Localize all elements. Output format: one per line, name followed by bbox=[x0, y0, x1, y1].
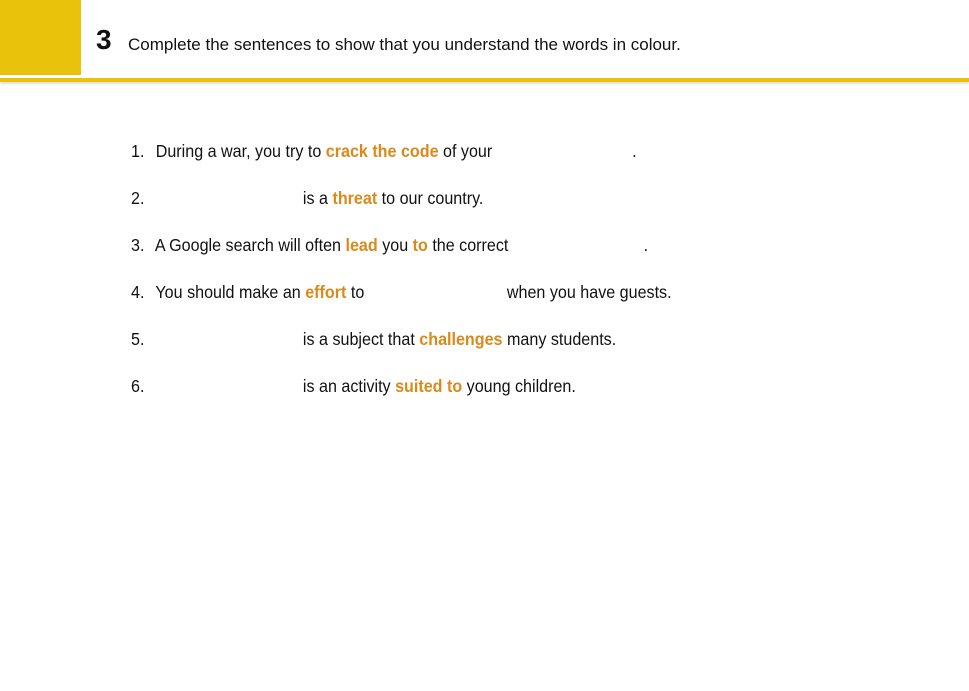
sentence-text: to bbox=[350, 282, 365, 302]
highlighted-word: suited to bbox=[395, 376, 463, 396]
sentence-4 bbox=[131, 279, 672, 305]
sentence-text: is a bbox=[302, 188, 328, 208]
sentence-text: . bbox=[632, 141, 637, 161]
sentence-6 bbox=[131, 373, 576, 399]
sentence-text: of your bbox=[443, 141, 493, 161]
highlighted-word: effort bbox=[305, 282, 347, 302]
sentence-number: 6. bbox=[131, 376, 145, 396]
sentence-text: . bbox=[643, 235, 649, 255]
sentence-text: is a subject that bbox=[302, 329, 415, 349]
sentence-text: many students. bbox=[507, 329, 617, 349]
sentence-text: is an activity bbox=[302, 376, 391, 396]
sentence-number: 2. bbox=[131, 188, 145, 208]
sentence-number: 3. bbox=[131, 235, 145, 255]
sentence-text: you bbox=[382, 235, 409, 255]
highlighted-word: challenges bbox=[419, 329, 503, 349]
highlighted-word: threat bbox=[332, 188, 378, 208]
sentence-2 bbox=[131, 185, 483, 211]
header-divider bbox=[0, 78, 969, 82]
sentence-number: 1. bbox=[131, 141, 145, 161]
sentence-1 bbox=[131, 138, 637, 164]
sentence-number: 5. bbox=[131, 329, 145, 349]
exercise-instruction: Complete the sentences to show that you understand the words in colour. bbox=[128, 35, 681, 54]
exercise-number: 3 bbox=[96, 24, 112, 55]
sentence-text: You should make an bbox=[155, 282, 301, 302]
highlighted-word: to bbox=[412, 235, 428, 255]
sentence-text: A Google search will often bbox=[154, 235, 341, 255]
sentence-3 bbox=[131, 232, 648, 258]
sentence-5 bbox=[131, 326, 616, 352]
highlighted-word: lead bbox=[345, 235, 378, 255]
header-color-block bbox=[0, 0, 81, 75]
sentence-text: to our country. bbox=[381, 188, 484, 208]
sentence-text: During a war, you try to bbox=[155, 141, 322, 161]
highlighted-word: crack the code bbox=[325, 141, 439, 161]
sentence-text: young children. bbox=[466, 376, 576, 396]
sentence-number: 4. bbox=[131, 282, 145, 302]
sentence-text: when you have guests. bbox=[506, 282, 672, 302]
sentence-text: the correct bbox=[432, 235, 509, 255]
